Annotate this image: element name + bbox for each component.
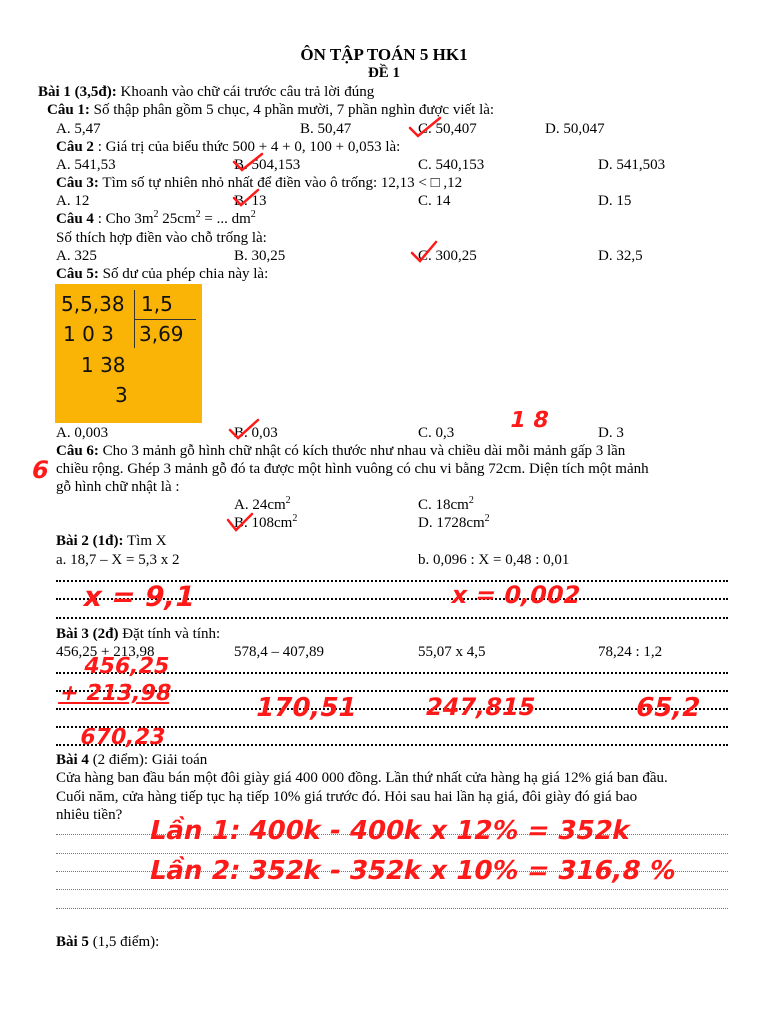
cau1-option-a: A. 5,47 [56,121,101,137]
cau5-question: Câu 5: Số dư của phép chia này là: [56,266,269,282]
cau6-line-2: chiều rộng. Ghép 3 mảnh gỗ đó ta được một hình vuông có chu vi bằng 72cm. Diện tích một mảnh [56,461,649,477]
cau1-question: Câu 1: Số thập phân gồm 5 chục, 4 phần mười, 7 phần nghìn được viết là: [47,102,495,118]
cau6-option-a: A. $24cm^2$ [234,495,291,513]
cau4-prompt: Số thích hợp điền vào chỗ trống là: [56,230,267,246]
handwritten-result: 670,23 [77,725,168,750]
bai5-heading: Bài 5 (1,5 điểm): [56,934,160,950]
handwritten-note: 6 [29,456,52,484]
cau3-option-d: D. 15 [598,193,632,209]
cau4-option-c: C. 300,25 [418,248,477,264]
bai3-item-4: 78,24 : 1,2 [598,644,663,660]
bai2-heading: Bài 2 (1đ): Tìm X [56,533,167,549]
bai3-heading: Bài 3 (2đ) Đặt tính và tính: [56,626,221,642]
cau3-option-a: A. 12 [56,193,90,209]
cau4-option-d: D. 32,5 [598,248,643,264]
bai4-line-1: Cửa hàng ban đầu bán một đôi giày giá 400 000 đồng. Lần thứ nhất cửa hàng hạ giá 12% giá ban đầu. [56,770,668,786]
bai3-item-2: 578,4 – 407,89 [234,644,324,660]
cau2-question: Câu 2 : Giá trị của biểu thức 500 + 4 + 0, 100 + 0,053 là: [56,139,401,155]
handwritten-work: + 213,98 [57,681,174,706]
cau6-option-d: D. $1728cm^2$ [418,513,490,531]
cau3-option-b: B. 13 [234,193,267,209]
bai2-part-a: a. 18,7 – X = 5,3 x 2 [56,552,180,568]
page-title: ÔN TẬP TOÁN 5 HK1 [300,45,468,64]
bai4-line-2: Cuối năm, cửa hàng tiếp tục hạ tiếp 10% giá trước đó. Hỏi sau hai lần hạ giá, đôi giày đó giá bao [56,789,638,805]
bai3-item-3: 55,07 x 4,5 [418,644,486,660]
handwritten-result: 65,2 [632,693,704,723]
cau2-option-d: D. 541,503 [598,157,666,173]
cau1-option-d: D. 50,047 [545,121,605,137]
bai4-line-3: nhiêu tiền? [56,807,123,823]
division-dividend: 5,5,38 [61,292,125,316]
handwritten-note: 1 8 [507,408,552,433]
division-divisor: 1,5 [141,292,173,316]
cau5-option-d: D. 3 [598,425,624,441]
cau2-option-c: C. 540,153 [418,157,485,173]
bai3-item-1: 456,25 + 213,98 [56,644,155,660]
division-step-2: 1 38 [81,353,126,377]
handwritten-result: 247,815 [423,693,539,721]
cau6-line-1: Câu 6: Cho 3 mảnh gỗ hình chữ nhật có kích thước như nhau và chiều dài mỗi mảnh gấp 3 lần [56,443,626,459]
cau3-question: Câu 3: Tìm số tự nhiên nhỏ nhất để điền vào ô trống: 12,13 < □ ,12 [56,175,463,191]
cau3-option-c: C. 14 [418,193,451,209]
cau6-option-c: C. $18cm^2$ [418,495,474,513]
handwritten-result: 170,51 [252,693,360,723]
division-step-1: 1 0 3 [63,322,114,346]
page-subtitle: ĐỀ 1 [367,65,401,81]
cau6-option-b: B. $108cm^2$ [234,513,298,531]
division-quotient: 3,69 [139,322,184,346]
cau4-option-a: A. 325 [56,248,97,264]
bai1-heading: Bài 1 (3,5đ): Khoanh vào chữ cái trước câu trả lời đúng [38,84,375,100]
cau2-option-a: A. 541,53 [56,157,116,173]
bai4-heading: Bài 4 (2 điểm): Giải toán [56,752,208,768]
cau4-option-b: B. 30,25 [234,248,286,264]
cau5-option-a: A. 0,003 [56,425,109,441]
cau1-option-b: B. 50,47 [300,121,352,137]
cau4-question: Câu 4 : Cho $3m^2$ $25cm^2$ = ... $dm^2$ [56,209,256,227]
cau6-line-3: gỗ hình chữ nhật là : [56,479,180,495]
handwritten-answer-b: x = 0,002 [449,581,584,609]
handwritten-answer-a: x = 9,1 [80,580,199,613]
handwritten-work: 456,25 [81,654,172,679]
cau5-option-c: C. 0,3 [418,425,455,441]
handwritten-solution-1: Lần 1: 400k - 400k x 12% = 352k [146,816,633,846]
cau2-option-b: B. 504,153 [234,157,301,173]
handwritten-solution-2: Lần 2: 352k - 352k x 10% = 316,8 % [146,856,679,886]
cau5-option-b: B. 0,03 [234,425,278,441]
cau1-option-c: C. 50,407 [418,121,477,137]
bai2-part-b: b. 0,096 : X = 0,48 : 0,01 [418,552,570,568]
division-remainder: 3 [115,383,128,407]
